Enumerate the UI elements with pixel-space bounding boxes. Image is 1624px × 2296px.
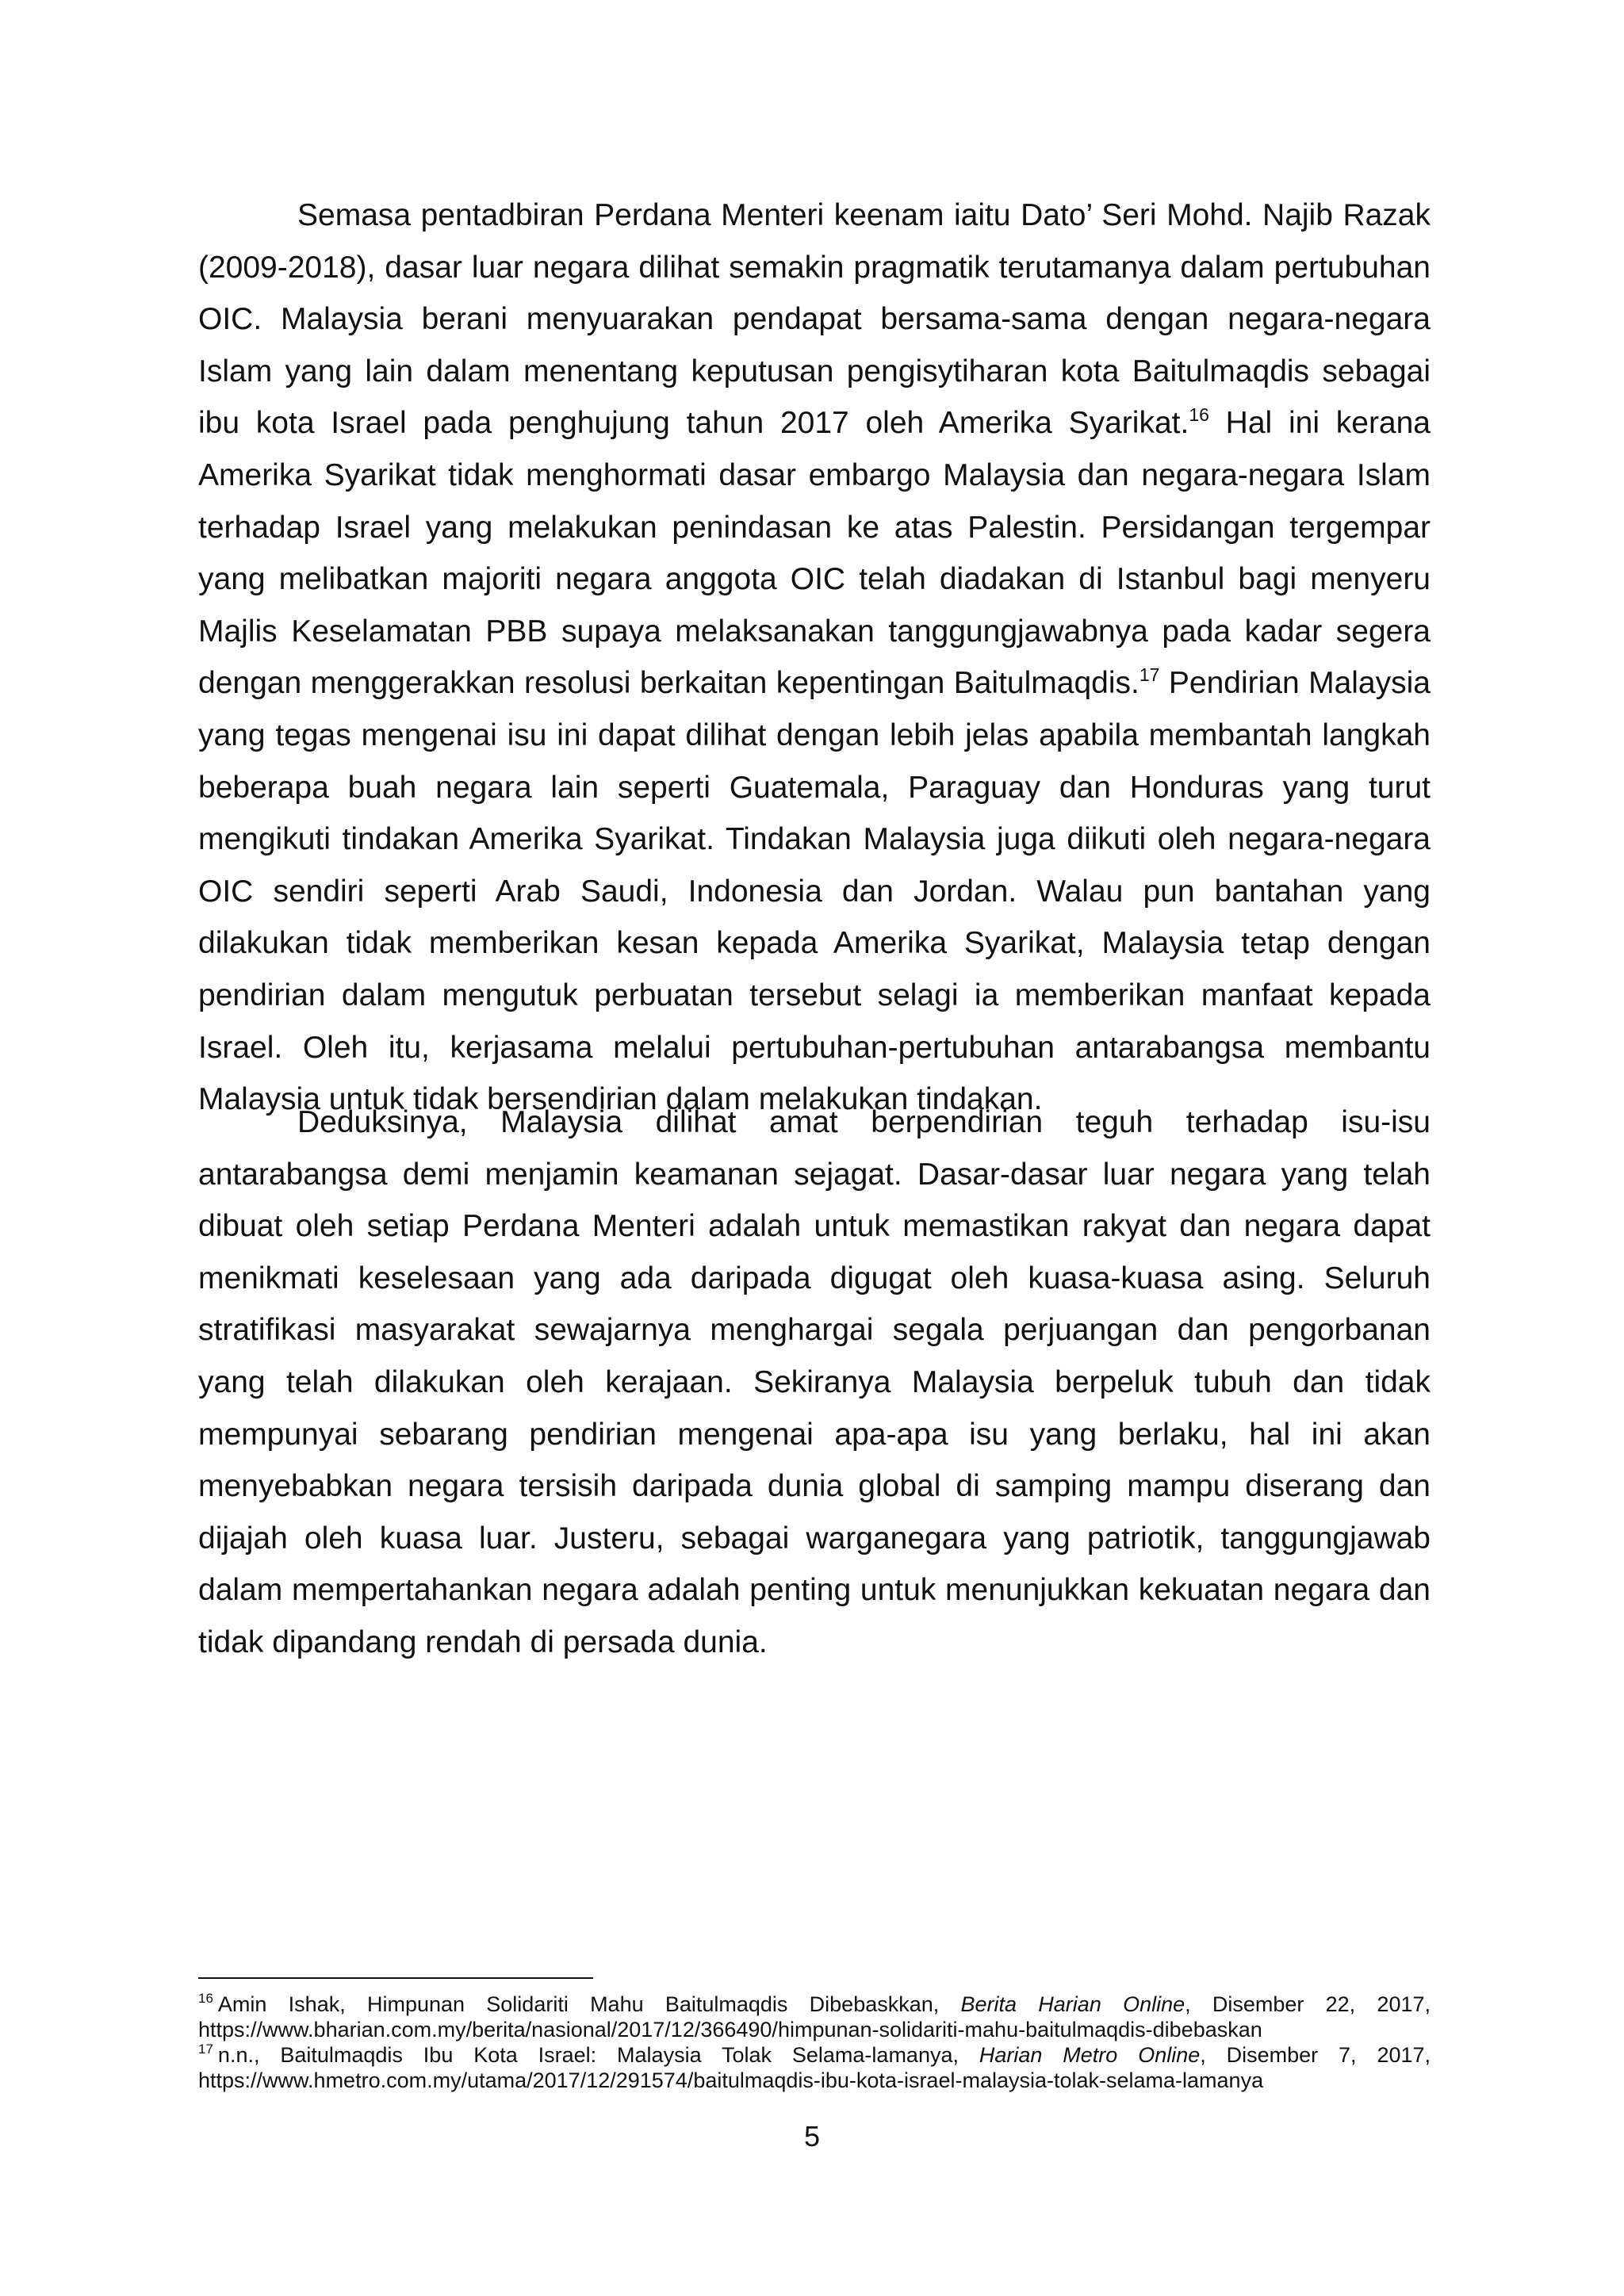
footnote-17-source: Harian Metro Online	[979, 2043, 1201, 2067]
footnote-16-source: Berita Harian Online	[960, 1992, 1185, 2016]
footnote-16-url[interactable]: https://www.bharian.com.my/berita/nasional/2017/12/366490/himpunan-solidariti-mahu-baitulmaqdis-dibebaskan	[198, 2018, 1262, 2042]
footnote-17	[198, 2042, 1431, 2093]
footnote-16	[198, 1992, 1431, 2042]
footnotes	[198, 1992, 1431, 2093]
footnote-17-number: 17	[198, 2042, 213, 2057]
footnote-ref-16[interactable]: 16	[1189, 404, 1209, 426]
body-paragraph-1	[198, 189, 1431, 1126]
page-number: 5	[803, 2120, 821, 2152]
footnote-separator	[198, 1977, 593, 1979]
footnote-17-title: n.n., Baitulmaqdis Ibu Kota Israel: Malaysia Tolak Selama-lamanya,	[217, 2043, 979, 2067]
footnote-16-title: Amin Ishak, Himpunan Solidariti Mahu Baitulmaqdis Dibebaskkan,	[217, 1992, 961, 2016]
footnote-17-citation	[198, 2042, 1431, 2068]
footnote-17-url[interactable]: https://www.hmetro.com.my/utama/2017/12/291574/baitulmaqdis-ibu-kota-israel-malaysia-tolak-selama-lamanya	[198, 2068, 1264, 2092]
paragraph-1-text-b: Hal ini kerana Amerika Syarikat tidak menghormati dasar embargo Malaysia dan negara-negara Islam terhadap Israel yang melakukan penindasan ke atas Palestin. Persidangan tergempar yang melibatkan majoriti negara anggota OIC telah diadakan di Istanbul bagi menyeru Majlis Keselamatan PBB supaya melaksanakan tanggungjawabnya pada kadar segera dengan menggerakkan resolusi berkaitan kepentingan Baitulmaqdis.	[198, 406, 1431, 701]
footnote-17-date: , Disember 7, 2017,	[1200, 2043, 1431, 2067]
paragraph-1-text-a: Semasa pentadbiran Perdana Menteri keenam iaitu Dato’ Seri Mohd. Najib Razak (2009-2018), dasar luar negara dilihat semakin pragmatik terutamanya dalam pertubuhan OIC. Malaysia berani menyuarakan pendapat bersama-sama dengan negara-negara Islam yang lain dalam menentang keputusan pengisytiharan kota Baitulmaqdis sebagai ibu kota Israel pada penghujung tahun 2017 oleh Amerika Syarikat.	[198, 198, 1431, 441]
paragraph-1-text-c: Pendirian Malaysia yang tegas mengenai isu ini dapat dilihat dengan lebih jelas apabila membantah langkah beberapa buah negara lain seperti Guatemala, Paraguay dan Honduras yang turut mengikuti tindakan Amerika Syarikat. Tindakan Malaysia juga diikuti oleh negara-negara OIC sendiri seperti Arab Saudi, Indonesia dan Jordan. Walau pun bantahan yang dilakukan tidak memberikan kesan kepada Amerika Syarikat, Malaysia tetap dengan pendirian dalam mengutuk perbuatan tersebut selagi ia memberikan manfaat kepada Israel. Oleh itu, kerjasama melalui pertubuhan-pertubuhan antarabangsa membantu Malaysia untuk tidak bersendirian dalam melakukan tindakan.	[198, 666, 1431, 1117]
paragraph-2-text: Deduksinya, Malaysia dilihat amat berpendirian teguh terhadap isu-isu antarabangsa demi menjamin keamanan sejagat. Dasar-dasar luar negara yang telah dibuat oleh setiap Perdana Menteri adalah untuk memastikan rakyat dan negara dapat menikmati keselesaan yang ada daripada digugat oleh kuasa-kuasa asing. Seluruh stratifikasi masyarakat sewajarnya menghargai segala perjuangan dan pengorbanan yang telah dilakukan oleh kerajaan. Sekiranya Malaysia berpeluk tubuh dan tidak mempunyai sebarang pendirian mengenai apa-apa isu yang berlaku, hal ini akan menyebabkan negara tersisih daripada dunia global di samping mampu diserang dan dijajah oleh kuasa luar. Justeru, sebagai warganegara yang patriotik, tanggungjawab dalam mempertahankan negara adalah penting untuk menunjukkan kekuatan negara dan tidak dipandang rendah di persada dunia.	[198, 1105, 1431, 1659]
body-paragraph-2	[198, 1096, 1431, 1669]
footnote-16-citation	[198, 1992, 1431, 2017]
footnote-ref-17[interactable]: 17	[1139, 664, 1160, 686]
footnote-16-date: , Disember 22, 2017,	[1185, 1992, 1431, 2016]
footnote-16-number: 16	[198, 1991, 213, 2006]
